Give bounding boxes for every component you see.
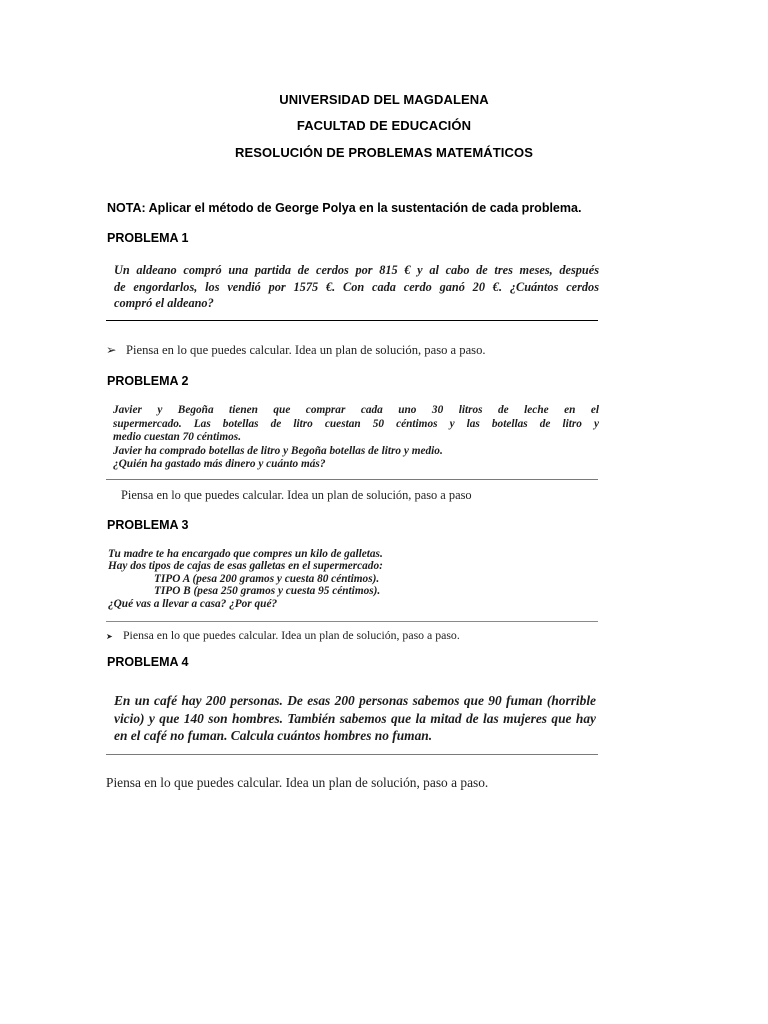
arrow-bullet-icon: ➢ [106, 343, 117, 357]
problem-1-line: compró el aldeano? [114, 296, 214, 310]
problem-1-line: de engordarlos, los vendió por 1575 €. Con cada cerdo ganó 20 €. ¿Cuántos cerdos [114, 279, 599, 294]
problem-2-hint: Piensa en lo que puedes calcular. Idea un plan de solución, paso a paso [121, 488, 472, 502]
divider-line [106, 320, 598, 321]
divider-line [106, 754, 598, 755]
problem-4-line: en el café no fuman. Calcula cuántos hombres no fuman. [114, 728, 433, 743]
arrow-bullet-icon: ➤ [106, 631, 113, 641]
problem-2-line: medio cuestan 70 céntimos. [113, 431, 242, 444]
problem-2-title: PROBLEMA 2 [107, 374, 189, 388]
problem-2-line: supermercado. Las botellas de litro cuestan 50 céntimos y las botellas de litro y [113, 417, 599, 430]
document-title: RESOLUCIÓN DE PROBLEMAS MATEMÁTICOS [235, 145, 533, 160]
problem-2-line: Javier ha comprado botellas de litro y Begoña botellas de litro y medio. [113, 444, 443, 457]
problem-1-title: PROBLEMA 1 [107, 231, 189, 245]
divider-line [106, 621, 598, 622]
problem-4-line: En un café hay 200 personas. De esas 200 personas sabemos que 90 fuman (horrible [114, 693, 596, 708]
problem-1-statement [114, 262, 599, 312]
instruction-note: NOTA: Aplicar el método de George Polya en la sustentación de cada problema. [107, 201, 582, 215]
divider-line [106, 479, 598, 480]
problem-3-hint-text: Piensa en lo que puedes calcular. Idea un plan de solución, paso a paso. [123, 628, 460, 642]
problem-3-title: PROBLEMA 3 [107, 518, 189, 532]
problem-3-line: ¿Qué vas a llevar a casa? ¿Por qué? [108, 597, 278, 610]
problem-3-line: Tu madre te ha encargado que compres un kilo de galletas. [108, 548, 383, 560]
problem-3-statement [108, 548, 468, 610]
problem-2-line: ¿Quién ha gastado más dinero y cuánto más? [113, 458, 326, 471]
problem-2-statement [113, 404, 599, 472]
problem-4-hint: Piensa en lo que puedes calcular. Idea un plan de solución, paso a paso. [106, 775, 489, 790]
problem-3-hint [106, 628, 460, 643]
problem-2-line: Javier y Begoña tienen que comprar cada uno 30 litros de leche en el [113, 404, 599, 416]
problem-1-line: Un aldeano compró una partida de cerdos por 815 € y al cabo de tres meses, después [114, 263, 599, 277]
problem-3-line: Hay dos tipos de cajas de esas galletas en el supermercado: [108, 560, 383, 573]
problem-1-hint-text: Piensa en lo que puedes calcular. Idea un plan de solución, paso a paso. [126, 343, 486, 357]
problem-4-line: vicio) y que 140 son hombres. También sabemos que la mitad de las mujeres que hay [114, 710, 596, 726]
problem-4-title: PROBLEMA 4 [107, 655, 189, 669]
problem-4-statement [114, 692, 596, 745]
faculty-name: FACULTAD DE EDUCACIÓN [296, 118, 472, 133]
problem-1-hint [106, 342, 486, 358]
problem-3-option-a: TIPO A (pesa 200 gramos y cuesta 80 céntimos). [154, 572, 380, 585]
university-name: UNIVERSIDAD DEL MAGDALENA [279, 92, 489, 107]
problem-3-option-b: TIPO B (pesa 250 gramos y cuesta 95 céntimos). [154, 585, 381, 598]
